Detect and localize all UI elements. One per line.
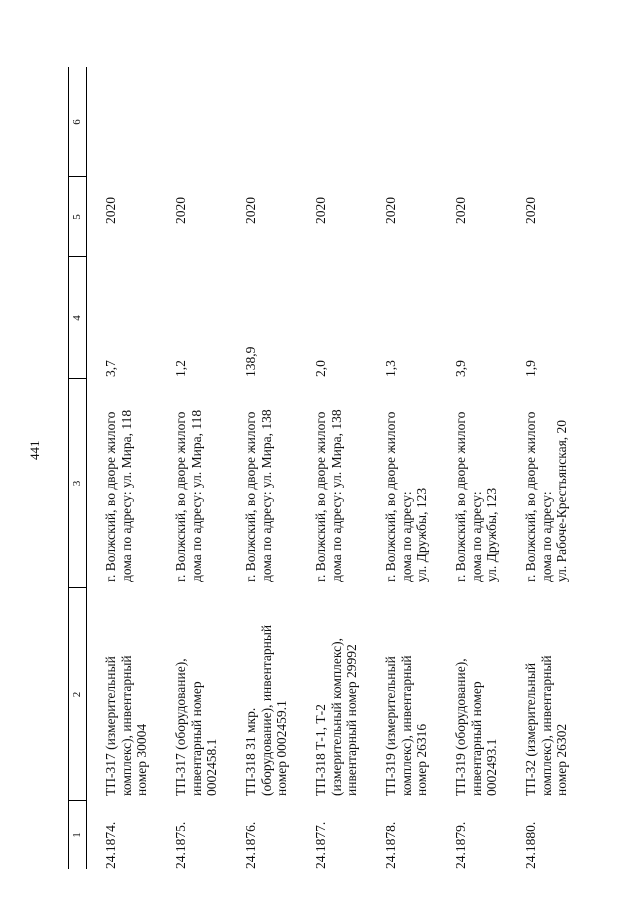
value-cell: 1,2: [173, 360, 188, 377]
address-line: г. Волжский, во дворе жилого: [313, 411, 328, 582]
address-line: ул. Дружбы, 123: [484, 487, 499, 582]
row-number-cell: 24.1879.: [453, 821, 468, 869]
address-line: ул. Дружбы, 123: [414, 487, 429, 582]
object-name-line: ТП-318 31 мкр.: [243, 707, 258, 796]
object-name-line: 0002458.1: [204, 738, 219, 796]
column-header-6: 6: [71, 119, 83, 125]
year-cell: 2020: [383, 197, 398, 224]
address-cell: [173, 410, 204, 582]
column-header-2: 2: [71, 691, 83, 698]
object-name-line: ТП-317 (измерительный: [103, 656, 118, 796]
address-line: г. Волжский, во дворе жилого: [523, 411, 538, 582]
address-line: г. Волжский, во дворе жилого: [453, 411, 468, 582]
object-name-line: ТП-32 (измерительный: [523, 662, 538, 796]
year-cell: 2020: [173, 197, 188, 224]
object-name-line: ТП-318 Т-1, Т-2: [313, 704, 328, 796]
row-number-cell: 24.1875.: [173, 821, 188, 869]
object-name-line: комплекс), инвентарный: [538, 655, 554, 796]
address-cell: [243, 409, 274, 582]
value-cell: 1,9: [523, 360, 538, 377]
column-header-4: 4: [71, 315, 83, 321]
object-name-line: ТП-319 (оборудование),: [453, 658, 468, 796]
object-name-cell: [523, 655, 570, 796]
address-line: дома по адресу: ул. Мира, 118: [118, 409, 134, 582]
address-line: дома по адресу: ул. Мира, 138: [258, 409, 274, 582]
address-line: г. Волжский, во дворе жилого: [383, 411, 398, 582]
row-number-cell: 24.1874.: [103, 821, 118, 869]
address-line: дома по адресу: ул. Мира, 138: [328, 409, 344, 582]
column-header-5: 5: [71, 214, 83, 220]
value-cell: 1,3: [383, 360, 398, 377]
row-number-cell: 24.1880.: [523, 821, 538, 869]
address-line: дома по адресу:: [398, 491, 414, 582]
address-line: ул. Рабоче-Крестьянская, 20: [554, 419, 569, 582]
object-name-line: ТП-319 (измерительный: [383, 656, 398, 796]
object-name-line: инвентарный номер: [188, 681, 204, 796]
object-name-cell: [103, 655, 150, 796]
object-name-cell: [383, 655, 430, 796]
table-header: [68, 67, 87, 869]
object-name-cell: [243, 625, 290, 796]
year-cell: 2020: [523, 197, 538, 224]
column-header-3: 3: [71, 480, 83, 487]
year-cell: 2020: [453, 197, 468, 224]
object-name-line: номер 0002459.1: [274, 700, 289, 796]
object-name-line: номер 26302: [554, 723, 569, 796]
object-name-line: номер 26316: [414, 723, 429, 796]
year-cell: 2020: [313, 197, 328, 224]
object-name-line: инвентарный номер 29992: [344, 644, 359, 796]
address-line: дома по адресу:: [468, 491, 484, 582]
value-cell: 3,7: [103, 360, 118, 377]
address-line: г. Волжский, во дворе жилого: [103, 411, 118, 582]
row-number-cell: 24.1878.: [383, 821, 398, 869]
value-cell: 2,0: [313, 360, 328, 377]
value-cell: 138,9: [243, 346, 258, 377]
page-number: 441: [27, 440, 42, 460]
column-header-1: 1: [71, 832, 83, 838]
address-line: дома по адресу: ул. Мира, 118: [188, 409, 204, 582]
object-name-line: (оборудование), инвентарный: [258, 624, 274, 796]
address-line: г. Волжский, во дворе жилого: [173, 411, 188, 582]
row-number-cell: 24.1876.: [243, 821, 258, 869]
year-cell: 2020: [243, 197, 258, 224]
row-number-cell: 24.1877.: [313, 821, 328, 869]
value-cell: 3,9: [453, 360, 468, 377]
object-name-cell: [173, 658, 220, 796]
object-name-line: комплекс), инвентарный: [398, 655, 414, 796]
property-table: [68, 67, 588, 869]
address-cell: [313, 409, 344, 582]
address-cell: [453, 412, 500, 582]
address-cell: [383, 412, 430, 582]
object-name-line: номер 30004: [134, 723, 149, 796]
object-name-line: ТП-317 (оборудование),: [173, 658, 188, 796]
address-cell: [103, 410, 134, 582]
object-name-cell: [453, 658, 500, 796]
object-name-line: инвентарный номер: [468, 681, 484, 796]
object-name-cell: [313, 638, 360, 796]
year-cell: 2020: [103, 197, 118, 224]
address-cell: [523, 412, 570, 582]
address-line: дома по адресу:: [538, 491, 554, 582]
object-name-line: 0002493.1: [484, 738, 499, 796]
object-name-line: комплекс), инвентарный: [118, 655, 134, 796]
object-name-line: (измерительный комплекс),: [328, 638, 344, 796]
address-line: г. Волжский, во дворе жилого: [243, 411, 258, 582]
